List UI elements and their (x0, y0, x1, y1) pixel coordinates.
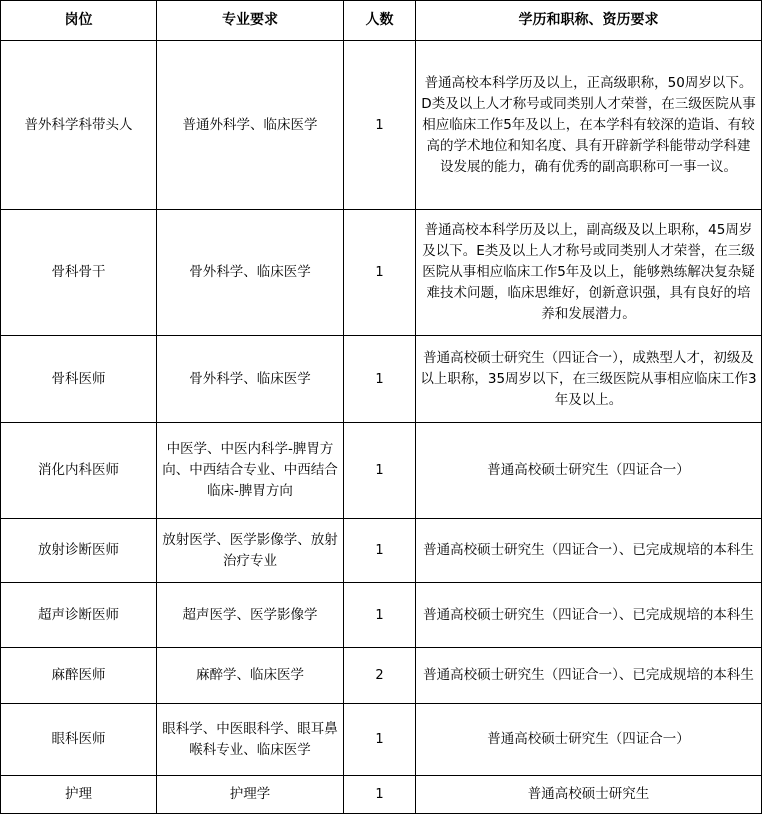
count-cell: 1 (344, 519, 416, 583)
table-row (1, 519, 762, 583)
requirement-cell: 普通高校硕士研究生（四证合一）、已完成规培的本科生 (416, 519, 762, 583)
requirement-cell: 普通高校硕士研究生（四证合一） (416, 423, 762, 519)
table-row (1, 776, 762, 814)
table-row (1, 583, 762, 648)
major-cell: 超声医学、医学影像学 (157, 583, 344, 648)
position-cell: 眼科医师 (1, 704, 157, 776)
major-cell: 骨外科学、临床医学 (157, 336, 344, 423)
position-cell: 骨科骨干 (1, 210, 157, 336)
requirement-cell: 普通高校硕士研究生（四证合一）、已完成规培的本科生 (416, 583, 762, 648)
position-cell: 普外科学科带头人 (1, 41, 157, 210)
requirement-cell: 普通高校本科学历及以上，副高级及以上职称，45周岁及以下。E类及以上人才称号或同类别人才荣誉，在三级医院从事相应临床工作5年及以上，能够熟练解决复杂疑难技术问题，临床思维好，创新意识强，具有良好的培养和发展潜力。 (416, 210, 762, 336)
major-cell: 中医学、中医内科学-脾胃方向、中西结合专业、中西结合临床-脾胃方向 (157, 423, 344, 519)
major-cell: 普通外科学、临床医学 (157, 41, 344, 210)
position-cell: 消化内科医师 (1, 423, 157, 519)
position-cell: 超声诊断医师 (1, 583, 157, 648)
count-cell: 1 (344, 210, 416, 336)
count-cell: 2 (344, 648, 416, 704)
requirement-cell: 普通高校硕士研究生（四证合一）、已完成规培的本科生 (416, 648, 762, 704)
table-row (1, 704, 762, 776)
header-requirement: 学历和职称、资历要求 (416, 1, 762, 41)
major-cell: 眼科学、中医眼科学、眼耳鼻喉科专业、临床医学 (157, 704, 344, 776)
table-row (1, 41, 762, 210)
header-position: 岗位 (1, 1, 157, 41)
requirement-cell: 普通高校硕士研究生（四证合一） (416, 704, 762, 776)
major-cell: 骨外科学、临床医学 (157, 210, 344, 336)
position-cell: 骨科医师 (1, 336, 157, 423)
count-cell: 1 (344, 41, 416, 210)
table-row (1, 210, 762, 336)
major-cell: 护理学 (157, 776, 344, 814)
requirement-cell: 普通高校硕士研究生（四证合一），成熟型人才，初级及以上职称，35周岁以下，在三级医院从事相应临床工作3年及以上。 (416, 336, 762, 423)
count-cell: 1 (344, 336, 416, 423)
position-cell: 护理 (1, 776, 157, 814)
count-cell: 1 (344, 776, 416, 814)
major-cell: 麻醉学、临床医学 (157, 648, 344, 704)
requirement-cell: 普通高校硕士研究生 (416, 776, 762, 814)
table-row (1, 336, 762, 423)
count-cell: 1 (344, 704, 416, 776)
position-cell: 放射诊断医师 (1, 519, 157, 583)
position-cell: 麻醉医师 (1, 648, 157, 704)
header-count: 人数 (344, 1, 416, 41)
major-cell: 放射医学、医学影像学、放射治疗专业 (157, 519, 344, 583)
count-cell: 1 (344, 423, 416, 519)
header-major: 专业要求 (157, 1, 344, 41)
count-cell: 1 (344, 583, 416, 648)
requirement-cell: 普通高校本科学历及以上，正高级职称，50周岁以下。D类及以上人才称号或同类别人才荣誉，在三级医院从事相应临床工作5年及以上，在本学科有较深的造诣、有较高的学术地位和知名度、具有开辟新学科能带动学科建设发展的能力，确有优秀的副高职称可一事一议。 (416, 41, 762, 210)
table-row (1, 648, 762, 704)
header-row (1, 1, 762, 41)
table-row (1, 423, 762, 519)
